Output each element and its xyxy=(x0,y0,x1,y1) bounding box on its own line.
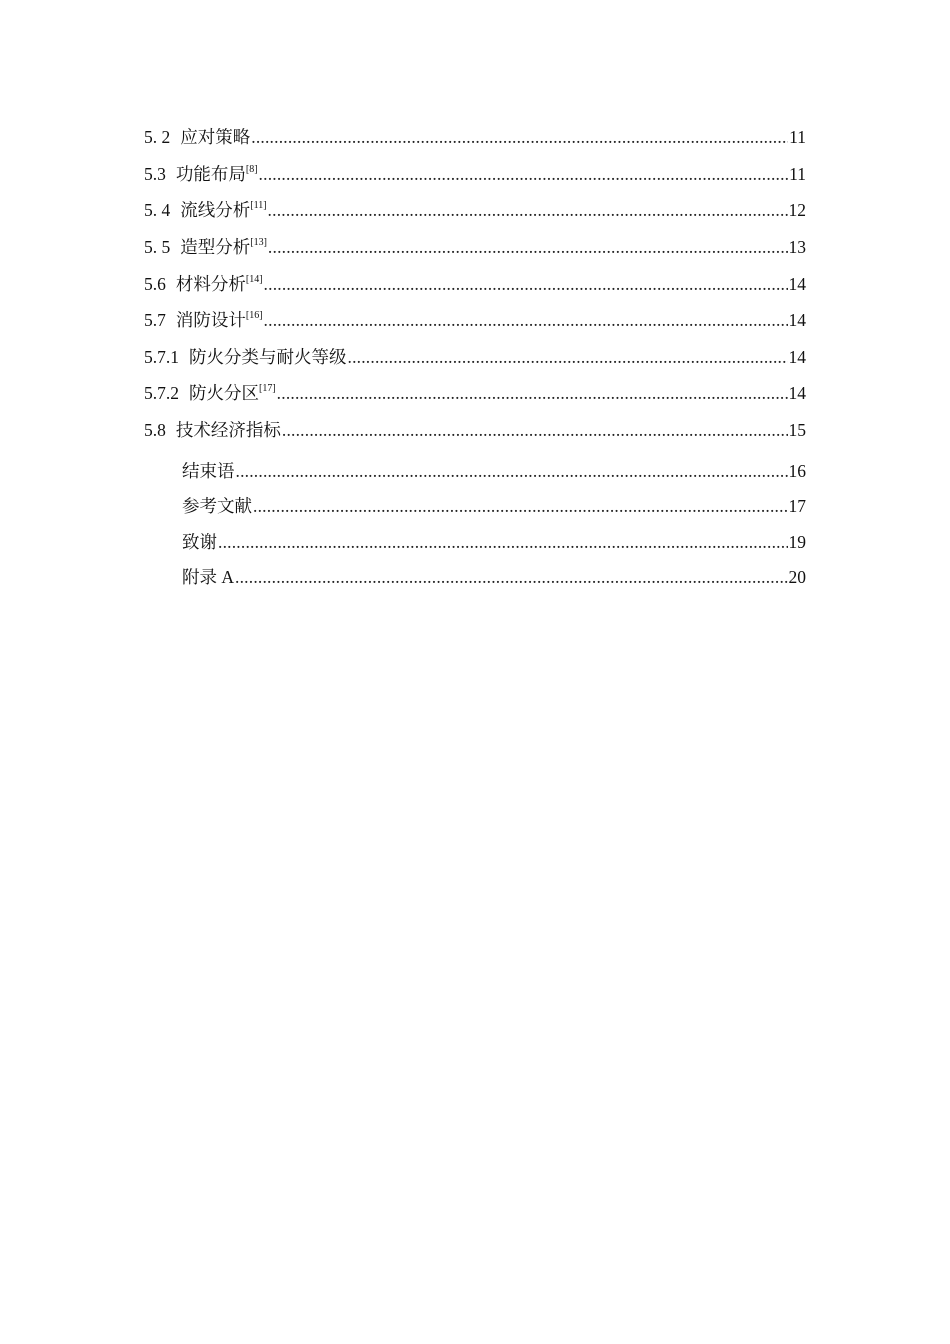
toc-entry-page: 17 xyxy=(788,496,806,516)
toc-entry-page: 14 xyxy=(788,310,806,330)
toc-dot-leader xyxy=(218,531,788,553)
toc-entry-conclusion[interactable] xyxy=(182,458,806,482)
toc-entry-citation: [17] xyxy=(259,383,276,394)
toc-entry-number: 5.8 xyxy=(144,420,166,440)
toc-dot-leader xyxy=(264,273,788,295)
toc-dot-leader xyxy=(264,309,788,331)
toc-entry-page: 14 xyxy=(788,274,806,294)
toc-entry-title: 造型分析 xyxy=(180,237,251,257)
toc-entry-citation: [16] xyxy=(245,310,263,321)
toc-dot-leader xyxy=(277,382,788,404)
toc-entry-page: 20 xyxy=(788,567,806,587)
toc-entry-page: 12 xyxy=(788,200,806,220)
toc-dot-leader xyxy=(253,495,788,517)
toc-entry-title: 流线分析 xyxy=(180,200,251,220)
toc-entry-page: 15 xyxy=(788,420,806,440)
toc-entry-page: 14 xyxy=(788,383,806,403)
toc-entry-5-7-1[interactable] xyxy=(144,344,806,368)
toc-entry-number: 5. 2 xyxy=(144,127,171,147)
toc-entry-5-3[interactable] xyxy=(144,161,806,185)
toc-entry-title: 附录 A xyxy=(182,567,235,587)
toc-entry-page: 19 xyxy=(788,532,806,552)
toc-entry-citation: [14] xyxy=(245,274,263,285)
toc-entry-title: 结束语 xyxy=(182,461,235,481)
toc-entry-number: 5.7.1 xyxy=(144,347,179,367)
toc-entry-number: 5.7.2 xyxy=(144,383,179,403)
toc-entry-number: 5.7 xyxy=(144,310,166,330)
toc-entry-citation: [8] xyxy=(245,164,258,175)
toc-dot-leader xyxy=(259,163,789,185)
toc-entry-5-6[interactable] xyxy=(144,271,806,295)
toc-entry-5-5[interactable] xyxy=(144,234,806,258)
toc-entry-title: 消防设计 xyxy=(175,310,246,330)
toc-entry-number: 5.6 xyxy=(144,274,166,294)
toc-dot-leader xyxy=(236,460,788,482)
toc-entry-title: 技术经济指标 xyxy=(175,420,281,440)
toc-dot-leader xyxy=(268,236,788,258)
toc-entry-title: 功能布局 xyxy=(175,164,246,184)
toc-entry-title: 应对策略 xyxy=(180,127,251,147)
toc-entry-page: 14 xyxy=(788,347,806,367)
toc-entry-number: 5. 5 xyxy=(144,237,171,257)
toc-dot-leader xyxy=(235,566,787,588)
toc-entry-references[interactable] xyxy=(182,493,806,517)
toc-entry-page: 11 xyxy=(789,164,806,184)
toc-entry-5-7[interactable] xyxy=(144,307,806,331)
toc-entry-acknowledgements[interactable] xyxy=(182,529,806,553)
toc-dot-leader xyxy=(348,346,788,368)
toc-entry-number: 5.3 xyxy=(144,164,166,184)
toc-entry-title: 防火分区 xyxy=(189,383,259,403)
toc-entry-title: 致谢 xyxy=(182,532,217,552)
toc-entry-page: 16 xyxy=(788,461,806,481)
toc-entry-5-4[interactable] xyxy=(144,197,806,221)
toc-entry-citation: [11] xyxy=(250,200,267,211)
toc-entry-number: 5. 4 xyxy=(144,200,171,220)
toc-entry-title: 参考文献 xyxy=(182,496,252,516)
toc-entry-appendix-a[interactable] xyxy=(182,564,806,588)
toc-dot-leader xyxy=(251,126,788,148)
toc-entry-5-7-2[interactable] xyxy=(144,380,806,404)
toc-entry-5-8[interactable] xyxy=(144,417,806,441)
toc-entry-5-2[interactable] xyxy=(144,124,806,148)
toc-entry-page: 13 xyxy=(788,237,806,257)
toc-entry-title: 材料分析 xyxy=(175,274,246,294)
toc-entry-page: 11 xyxy=(789,127,806,147)
toc-entry-title: 防火分类与耐火等级 xyxy=(189,347,347,367)
toc-dot-leader xyxy=(268,199,788,221)
toc-dot-leader xyxy=(282,419,788,441)
toc-entry-citation: [13] xyxy=(250,237,267,248)
